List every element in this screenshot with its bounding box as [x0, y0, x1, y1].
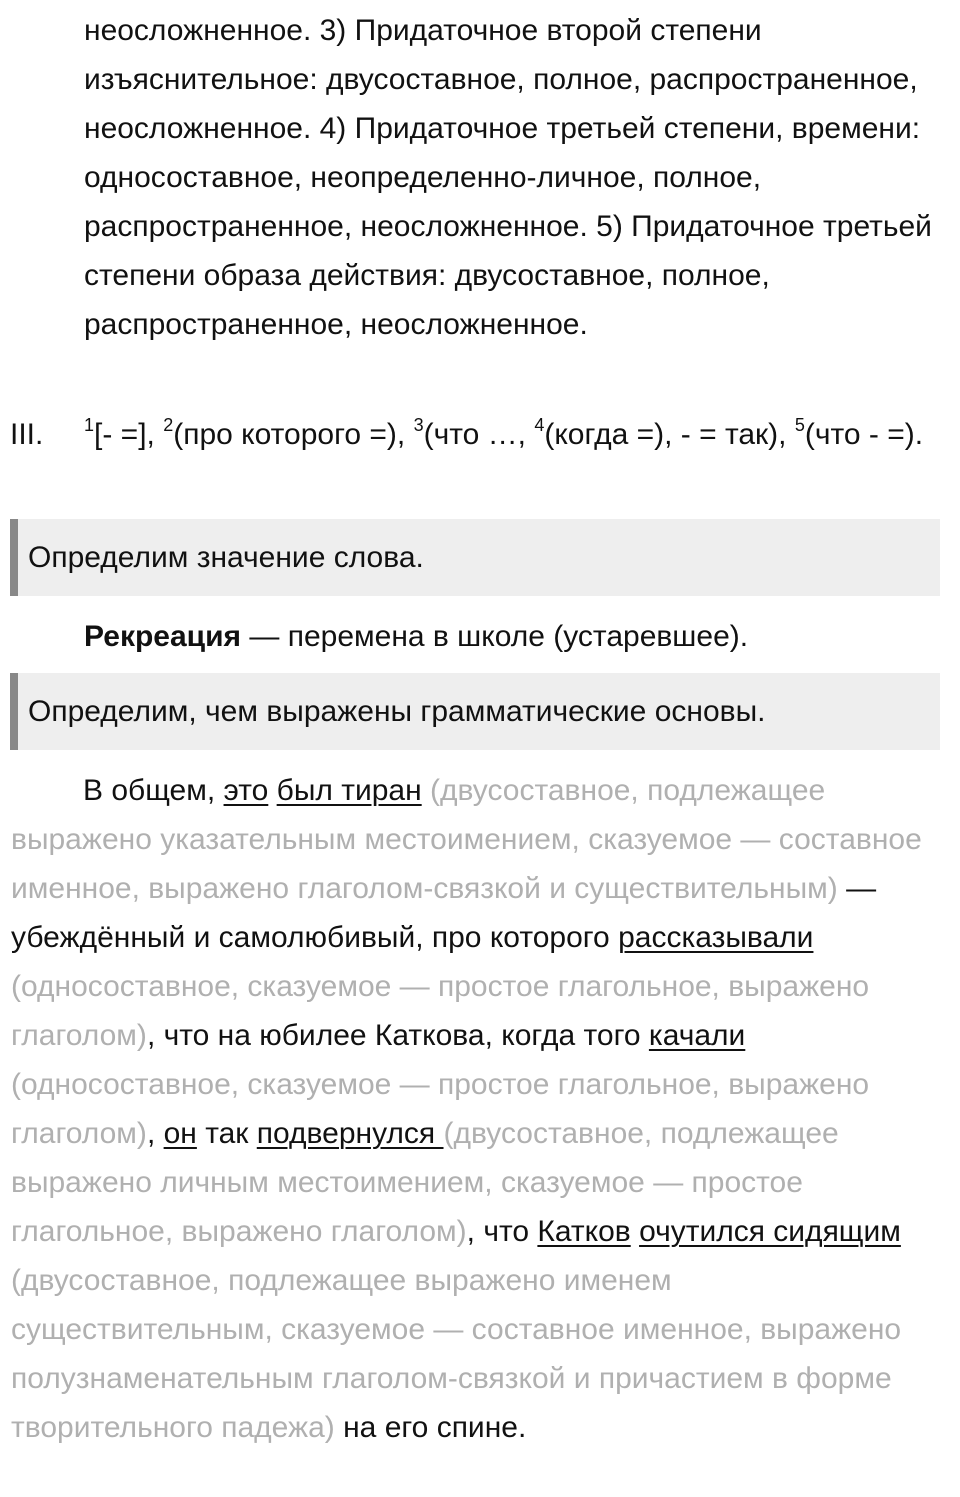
text-run: — убеждённый и самолюбивый, про которого: [11, 872, 877, 954]
scheme-sup: 2: [163, 415, 174, 435]
scheme-sup: 5: [794, 415, 805, 435]
text-run: [268, 774, 276, 807]
section-heading-word-meaning: [10, 519, 940, 596]
subject-underlined: он: [163, 1117, 197, 1150]
predicate-underlined: качали: [648, 1019, 746, 1052]
scheme-sup: 1: [84, 415, 95, 435]
grammar-note: (двусоставное, подлежащее выражено именем существительным, сказуемое — составное именное, выражено полузнаменательным глаголом-связкой и причастием в форме творительного падежа): [11, 1264, 902, 1444]
grammar-analysis-paragraph: [11, 766, 941, 1452]
scheme-sup: 3: [413, 415, 424, 435]
scheme-part: (что - =).: [804, 418, 924, 451]
grammar-note: (двусоставное, подлежащее выражено личным местоимением, сказуемое — простое глагольное, выражено глаголом): [11, 1117, 839, 1248]
definition-text: — перемена в школе (устаревшее).: [241, 620, 749, 653]
intro-paragraph: неосложненное. 3) Придаточное второй степени изъяснительное: двусоставное, полное, распространенное, неосложненное. 4) Придаточное третьей степени, времени: односоставное, неопределенно-личное, полное, распространенное, неосложненное. 5) Придаточное третьей степени образа действия: двусоставное, полное, распространенное, неосложненное.: [84, 14, 932, 341]
previous-analysis-continuation: [84, 6, 944, 349]
text-run: В общем,: [83, 774, 224, 807]
scheme-part: (про которого =),: [173, 418, 414, 451]
predicate-underlined: был тиран: [276, 774, 422, 807]
text-run: так: [196, 1117, 257, 1150]
scheme-part: (когда =), - = так),: [544, 418, 795, 451]
text-run: [631, 1215, 639, 1248]
scheme-sup: 4: [534, 415, 545, 435]
grammar-note: (двусоставное, подлежащее выражено указательным местоимением, сказуемое — составное именное, выражено глаголом-связкой и существительным): [11, 774, 922, 905]
text-run: , что на юбилее Каткова, когда того: [146, 1019, 649, 1052]
section-heading-text: Определим, чем выражены грамматические основы.: [28, 695, 766, 728]
section-heading-text: Определим значение слова.: [28, 541, 424, 574]
grammar-note: (односоставное, сказуемое — простое глагольное, выражено глаголом): [11, 970, 870, 1052]
text-run: на его спине.: [334, 1411, 527, 1444]
subject-underlined: это: [223, 774, 269, 807]
scheme-part: (что …,: [423, 418, 535, 451]
subject-underlined: Катков: [537, 1215, 631, 1248]
grammar-note: (односоставное, сказуемое — простое глагольное, выражено глаголом): [11, 1068, 870, 1150]
text-run: , что: [466, 1215, 538, 1248]
defined-term: Рекреация: [84, 620, 242, 653]
sentence-scheme: [84, 410, 950, 459]
word-definition: [84, 612, 944, 661]
scheme-part: [- =],: [94, 418, 164, 451]
predicate-underlined: очутился сидящим: [639, 1215, 901, 1248]
predicate-underlined: рассказывали: [618, 921, 814, 954]
text-run: [422, 774, 430, 807]
text-run: ,: [146, 1117, 164, 1150]
scheme-numeral: III.: [10, 418, 44, 451]
section-heading-grammar-bases: [10, 673, 940, 750]
predicate-underlined: подвернулся: [256, 1117, 444, 1150]
